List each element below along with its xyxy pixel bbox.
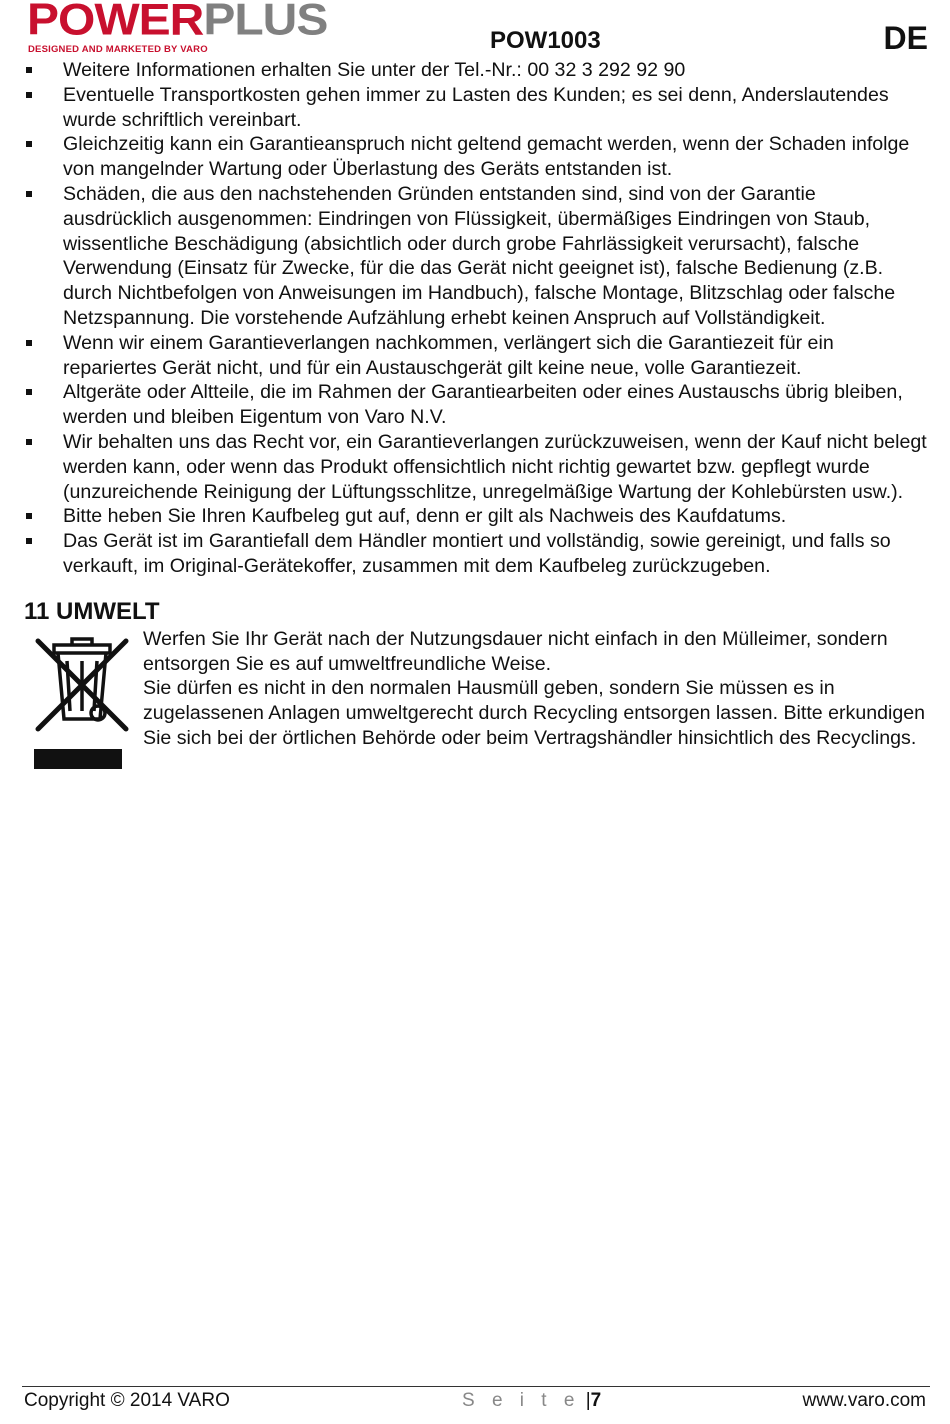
list-item: Gleichzeitig kann ein Garantieanspruch nicht geltend gemacht werden, wenn der Schaden infolge von mangelnder Wartung oder Überlastung des Geräts entstanden ist. xyxy=(24,132,929,182)
page-label: S e i t e xyxy=(462,1390,581,1411)
section-title: 11 UMWELT xyxy=(24,597,160,625)
logo-wordmark-plus: PLUS xyxy=(203,0,328,45)
page-footer xyxy=(24,1390,926,1416)
list-item: Wir behalten uns das Recht vor, ein Garantieverlangen zurückzuweisen, wenn der Kauf nicht belegt werden kann, oder wenn das Produkt offensichtlich nicht richtig gewartet bzw. gepflegt wurde (unzureichende Reinigung der Lüftungsschlitze, unregelmäßige Wartung der Kohlebürsten usw.). xyxy=(24,430,929,504)
environment-section xyxy=(24,627,929,751)
list-item: Das Gerät ist im Garantiefall dem Händler montiert und vollständig, sowie gereinigt, und falls so verkauft, im Original-Gerätekoffer, zusammen mit dem Kaufbeleg zurückzugeben. xyxy=(24,529,929,579)
footer-divider xyxy=(22,1386,930,1387)
environment-text xyxy=(143,627,929,751)
language-code: DE xyxy=(883,20,928,56)
weee-crossed-bin-icon xyxy=(32,631,132,771)
page-header xyxy=(0,0,950,60)
powerplus-logo xyxy=(27,2,399,54)
warranty-bullet-list xyxy=(24,58,929,579)
logo-wordmark xyxy=(27,0,327,43)
page-indicator xyxy=(462,1390,601,1412)
page-separator: | xyxy=(585,1390,591,1411)
website-link[interactable]: www.varo.com xyxy=(802,1390,926,1411)
list-item: Bitte heben Sie Ihren Kaufbeleg gut auf, denn er gilt als Nachweis des Kaufdatums. xyxy=(24,504,929,529)
list-item: Eventuelle Transportkosten gehen immer zu Lasten des Kunden; es sei denn, Anderslautendes wurde schriftlich vereinbart. xyxy=(24,83,929,133)
document-body xyxy=(24,58,929,751)
copyright-text: Copyright © 2014 VARO xyxy=(24,1390,230,1411)
logo-wordmark-power: POWER xyxy=(27,0,204,45)
environment-paragraph: Werfen Sie Ihr Gerät nach der Nutzungsdauer nicht einfach in den Mülleimer, sondern entsorgen Sie es auf umweltfreundliche Weise. xyxy=(143,627,888,675)
list-item: Schäden, die aus den nachstehenden Gründen entstanden sind, sind von der Garantie ausdrücklich ausgenommen: Eindringen von Flüssigkeit, übermäßiges Eindringen von Staub, wissentliche Beschädigung (absichtlich oder durch grobe Fahrlässigkeit verursacht), falsche Verwendung (Einsatz für Zwecke, für die das Gerät nicht geeignet ist), falsche Bedienung (z.B. durch Nichtbefolgen von Anweisungen im Handbuch), falsche Montage, Blitzschlag oder falsche Netzspannung. Die vorstehende Aufzählung erhebt keinen Anspruch auf Vollständigkeit. xyxy=(24,182,929,331)
list-item: Wenn wir einem Garantieverlangen nachkommen, verlängert sich die Garantiezeit für ein repariertes Gerät nicht, und für ein Austauschgerät gilt keine neue, volle Garantiezeit. xyxy=(24,331,929,381)
environment-paragraph: Sie dürfen es nicht in den normalen Hausmüll geben, sondern Sie müssen es in zugelassenen Anlagen umweltgerecht durch Recycling entsorgen lassen. Bitte erkundigen Sie sich bei der örtlichen Behörde oder beim Vertragshändler hinsichtlich des Recyclings. xyxy=(143,677,926,749)
list-item: Weitere Informationen erhalten Sie unter der Tel.-Nr.: 00 32 3 292 92 90 xyxy=(24,58,929,83)
logo-tagline: DESIGNED AND MARKETED BY VARO xyxy=(28,44,208,55)
list-item: Altgeräte oder Altteile, die im Rahmen der Garantiearbeiten oder eines Austauschs übrig bleiben, werden und bleiben Eigentum von Varo N.V. xyxy=(24,380,929,430)
model-number: POW1003 xyxy=(490,27,601,54)
page-number: 7 xyxy=(590,1390,602,1411)
